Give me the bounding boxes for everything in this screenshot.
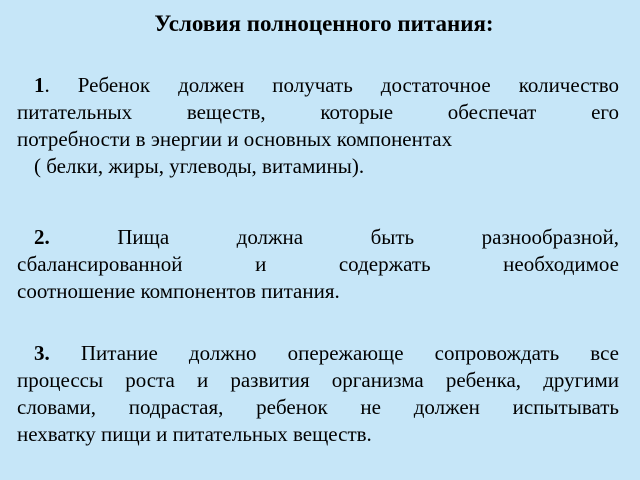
item-2-line-1 xyxy=(17,224,619,251)
item-3-number: 3. xyxy=(34,341,50,365)
item-2-line-1-text: Пища должна быть разнообразной, xyxy=(49,225,619,249)
item-1-line-1-text: . Ребенок должен получать достаточное количество xyxy=(44,73,619,97)
slide-title-text: Условия полноценного питания: xyxy=(154,11,494,36)
condition-item-2 xyxy=(17,224,619,305)
item-2-line-2: сбалансированной и содержать необходимое xyxy=(17,252,619,276)
condition-item-1 xyxy=(17,72,619,180)
item-3-line-1-text: Питание должно опережающе сопровождать все xyxy=(49,341,619,365)
item-1-line-3: потребности в энергии и основных компонентах xyxy=(17,127,453,151)
item-2-line-3: соотношение компонентов питания. xyxy=(17,279,340,303)
item-3-line-2: процессы роста и развития организма ребенка, другими xyxy=(17,368,619,392)
item-1-line-1 xyxy=(17,72,619,99)
item-3-line-4: нехватку пищи и питательных веществ. xyxy=(17,422,372,446)
item-3-line-3: словами, подрастая, ребенок не должен испытывать xyxy=(17,395,619,419)
item-2-number: 2. xyxy=(34,225,50,249)
item-3-line-1 xyxy=(17,340,619,367)
condition-item-3 xyxy=(17,340,619,448)
item-1-number: 1 xyxy=(34,73,45,97)
slide-title xyxy=(0,8,640,40)
item-1-line-4: ( белки, жиры, углеводы, витамины). xyxy=(34,154,365,178)
item-1-line-2: питательных веществ, которые обеспечат его xyxy=(17,100,619,124)
